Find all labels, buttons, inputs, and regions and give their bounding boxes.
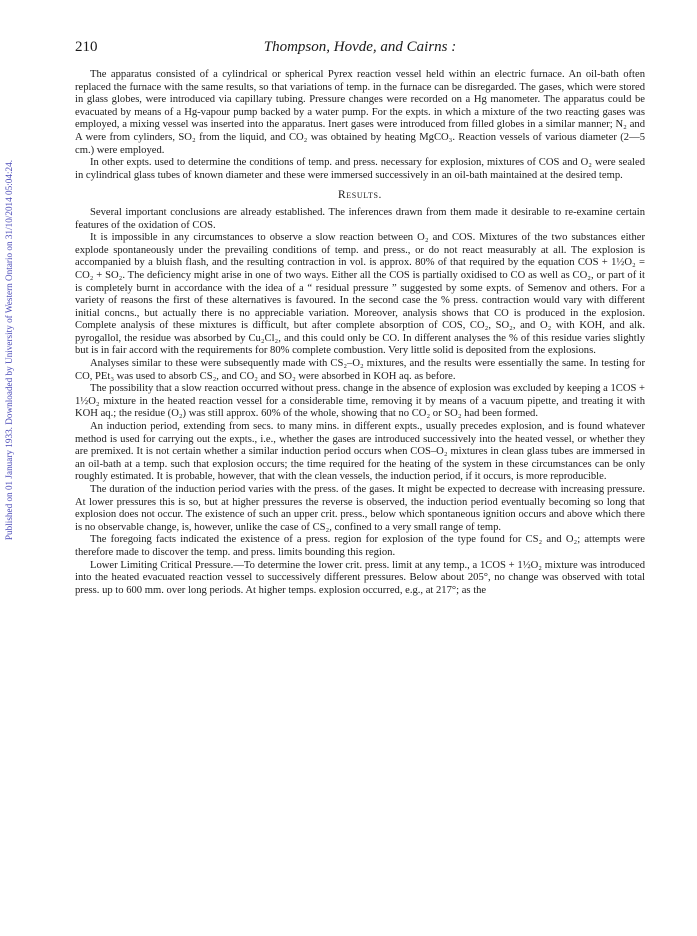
paragraph: The duration of the induction period varies with the press. of the gases. It might be expected to decrease with increasing pressure. At lower pressures this is so, but at higher pressures the reverse is observed, the induction period eventually becoming so long that explosion does not occur. The existence of such an upper crit. press., below which spontaneous ignition occurs and above which there is no observable change, is, however, unlike the case of CS₂, confined to a very small range of temp. <box>75 484 645 533</box>
page-number: 210 <box>75 39 98 55</box>
download-notice <box>2 120 16 580</box>
paragraph: Lower Limiting Critical Pressure.—To determine the lower crit. press. limit at any temp., a 1COS + 1½O₂ mixture was introduced into the heated evacuated reaction vessel to successively different pressures. Below about 205°, no change was observed with total press. up to 600 mm. over long periods. At higher temps. explosion occurred, e.g., at 217°; as the <box>75 559 645 596</box>
page-header <box>75 39 645 59</box>
download-notice-text: Published on 01 January 1933. Downloaded by University of Western Ontario on 31/10/2014 05:04:24. <box>4 159 14 541</box>
paragraph: Several important conclusions are already established. The inferences drawn from them made it desirable to re-examine certain features of the oxidation of COS. <box>75 206 645 231</box>
section-heading: Results. <box>338 189 382 202</box>
paragraph: It is impossible in any circumstances to observe a slow reaction between O₂ and COS. Mixtures of the two substances either explode spontaneously under the prevailing conditions of temp. and press., or do not react measurably at all. The explosion is accompanied by a bluish flash, and the resulting contraction in vol. is approx. 80% of that required by the equation COS + 1½O₂ = CO₂ + SO₂. The deficiency might arise in one of two ways. Either all the COS is partially oxidised to CO as well as CO₂, or part of it is completely burnt in accordance with the idea of a “ residual pressure ” suggested by some expts. of Semenov and others. For a variety of reasons the first of these alternatives is favoured. In the second case the % press. contraction would vary with different initial concns., but actually there is no appreciable variation. Moreover, analysis shows that CO is produced in the explosion. Complete analysis of these mixtures is difficult, but after complete absorption of COS, CO₂, SO₂, and O₂ with KOH, and alk. pyrogallol, the residue was absorbed by Cu₂Cl₂, and this could only be CO. In different analyses the % of this residue varies slightly but is in fair accord with the requirements for 80% complete combustion. Very little solid is deposited from the explosions. <box>75 232 645 357</box>
paragraph: The apparatus consisted of a cylindrical or spherical Pyrex reaction vessel held within an electric furnace. An oil-bath often replaced the furnace with the same results, so that variations of temp. in the furnace can be disregarded. The gases, which were stored in glass globes, were introduced via capillary tubing. Pressure changes were recorded on a Hg manometer. The apparatus could be evacuated by means of a Hg-vapour pump backed by a water pump. For the expts. in which a mixture of the two reacting gases was employed, a mixing vessel was inserted into the apparatus. Inert gases were introduced from filled globes in a similar manner; N₂ and A were from cylinders, SO₂ from the liquid, and CO₂ was obtained by heating MgCO₃. Reaction vessels of various diameter (2—5 cm.) were employed. <box>75 69 645 156</box>
paragraph: The foregoing facts indicated the existence of a press. region for explosion of the type found for CS₂ and O₂; attempts were therefore made to discover the temp. and press. limits bounding this region. <box>75 534 645 558</box>
paragraph: The possibility that a slow reaction occurred without press. change in the absence of explosion was excluded by keeping a 1COS + 1½O₂ mixture in the heated reaction vessel for a considerable time, removing it by means of a vacuum pipette, and treating it with KOH aq.; the residue (O₂) was still approx. 60% of the whole, showing that no CO₂ or SO₂ had been formed. <box>75 383 645 420</box>
article-body <box>75 69 645 597</box>
running-title: Thompson, Hovde, and Cairns : <box>263 39 457 55</box>
paragraph: Analyses similar to these were subsequently made with CS₂–O₂ mixtures, and the results were essentially the same. In testing for CO, PEt₃ was used to absorb CS₂, and CO₂ and SO₂ were absorbed in KOH aq. as before. <box>75 358 645 382</box>
paragraph: In other expts. used to determine the conditions of temp. and press. necessary for explosion, mixtures of COS and O₂ were sealed in cylindrical glass tubes of known diameter and these were immersed successively in an oil-bath maintained at the desired temp. <box>75 157 645 181</box>
paragraph: An induction period, extending from secs. to many mins. in different expts., usually precedes explosion, and is found whatever method is used for carrying out the expts., i.e., whether the gases are introduced successively into the heated vessel, or whether they are premixed. It is not certain whether a similar induction period occurs when COS–O₂ mixtures in clean glass tubes are immersed in an oil-bath at a temp. such that explosion occurs; the time required for the heating of the system in these circumstances can be only roughly estimated. It is probable, however, that with the clean vessels, the induction period, if it occurs, is more reproducible. <box>75 421 645 483</box>
